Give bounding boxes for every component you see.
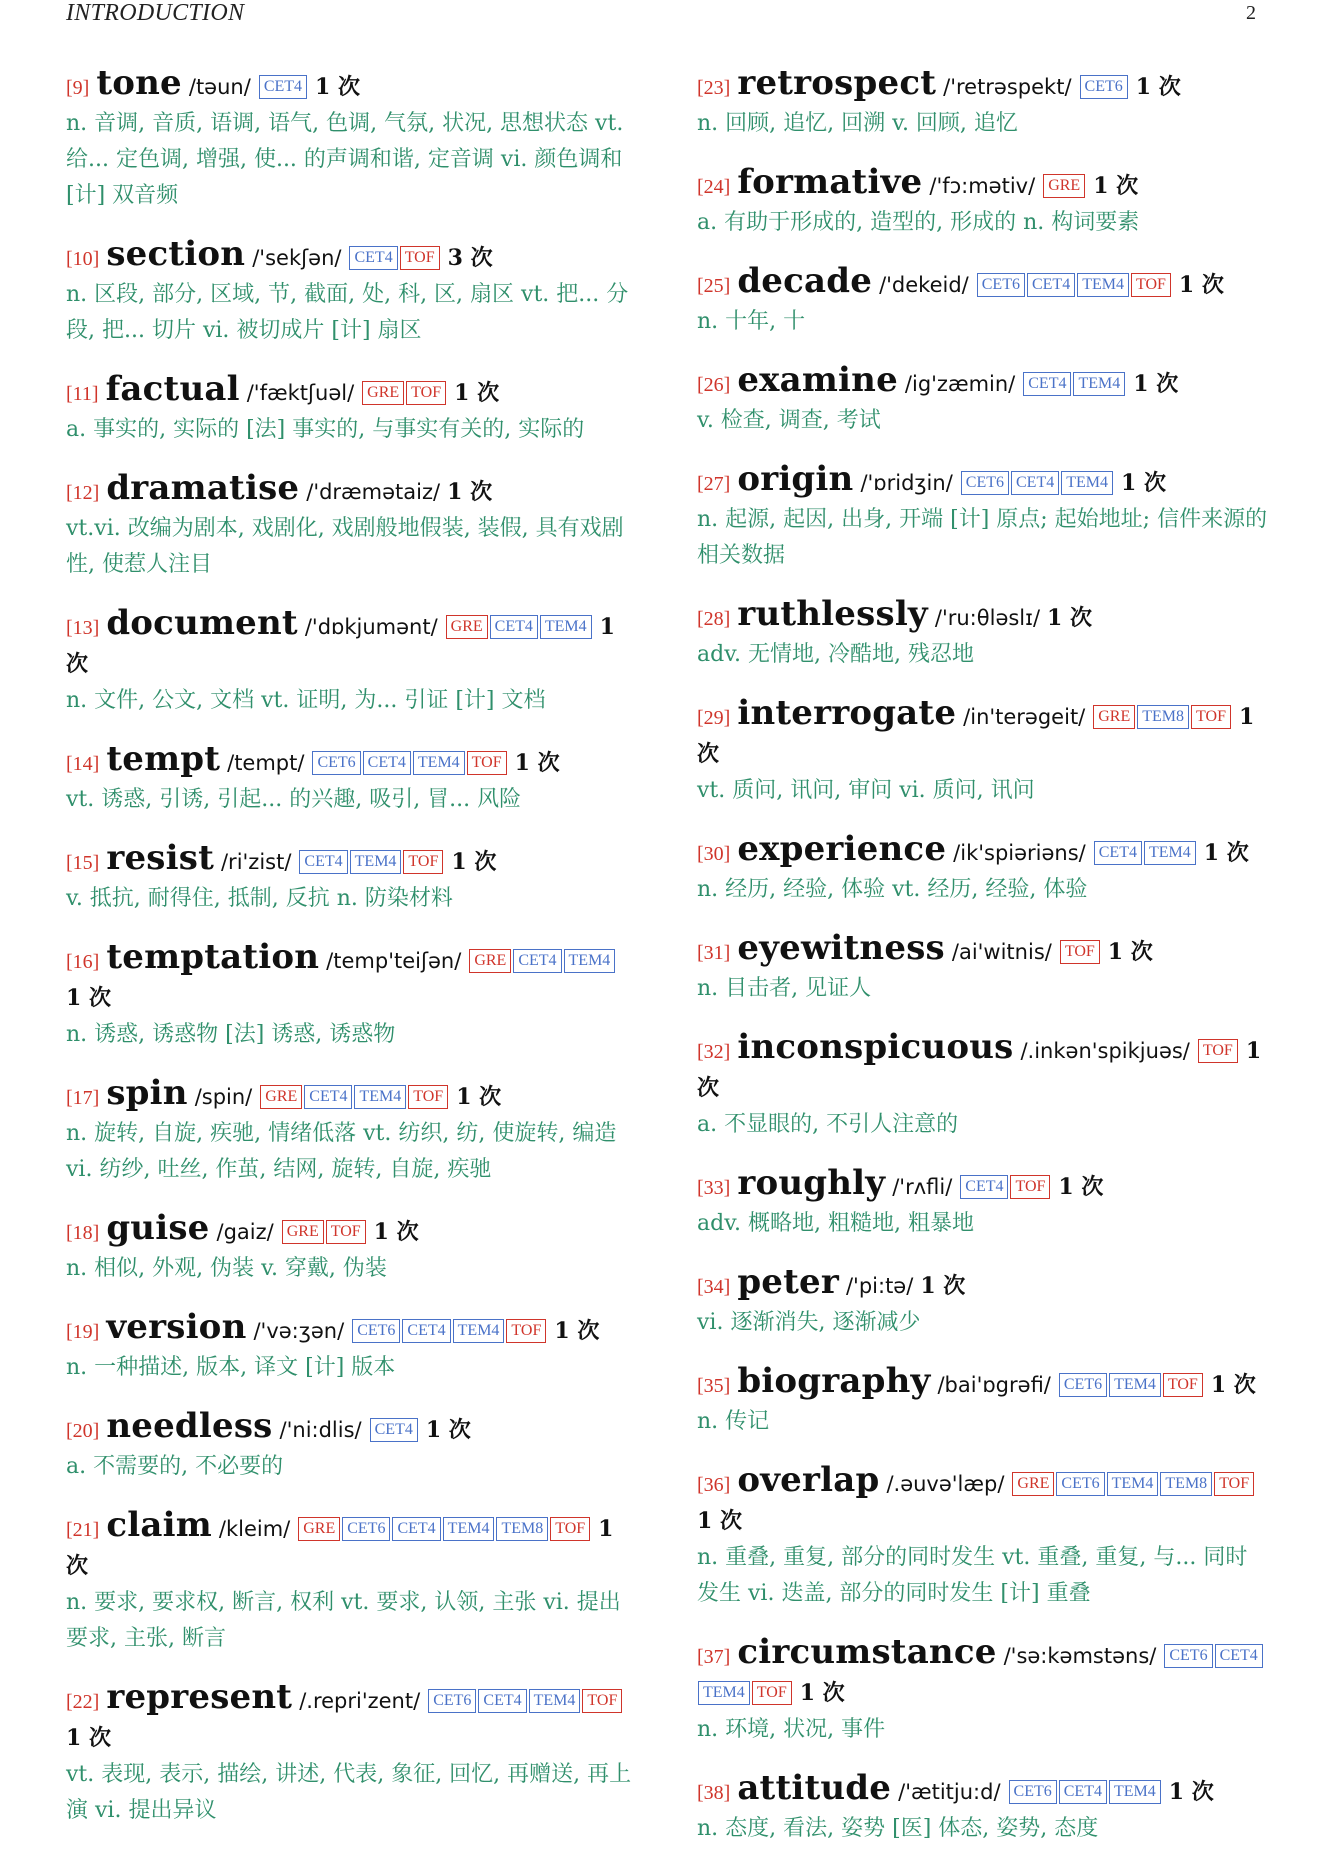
exam-tag: CET6 [1056, 1472, 1104, 1496]
headword: origin [737, 459, 854, 499]
entry-number: [25] [697, 275, 731, 297]
entry-number: [16] [66, 951, 100, 973]
entry-head [697, 930, 1269, 971]
exam-tag: TOF [1010, 1175, 1050, 1199]
headword: section [106, 234, 246, 274]
headword: temptation [106, 937, 320, 977]
exam-tag: CET6 [977, 273, 1025, 297]
frequency-count: 1 次 [1135, 74, 1181, 100]
vocab-entry [66, 1309, 638, 1386]
exam-tag: TEM4 [413, 751, 465, 775]
exam-tag: TOF [326, 1220, 366, 1244]
exam-tag: CET6 [1059, 1373, 1107, 1397]
headword: retrospect [737, 63, 937, 103]
entry-head [66, 939, 638, 1017]
headword: tone [96, 63, 182, 103]
exam-tag: CET6 [1080, 75, 1128, 99]
entry-number: [11] [66, 383, 99, 405]
entry-number: [36] [697, 1474, 731, 1496]
entry-number: [35] [697, 1375, 731, 1397]
entry-head [66, 1075, 638, 1116]
exam-tag: CET4 [299, 850, 347, 874]
pronunciation: /ri'zist/ [220, 850, 292, 874]
exam-tag: TEM4 [1107, 1472, 1159, 1496]
definition: n. 回顾, 追忆, 回溯 v. 回顾, 追忆 [697, 111, 1018, 136]
entry-head [66, 1679, 638, 1757]
entry-number: [17] [66, 1087, 100, 1109]
entry-number: [27] [697, 473, 731, 495]
frequency-count: 1 次 [1133, 371, 1179, 397]
exam-tag: TOF [1131, 273, 1171, 297]
definition: n. 要求, 要求权, 断言, 权利 vt. 要求, 认领, 主张 vi. 提出要求, 主张, 断言 [66, 1590, 621, 1651]
pronunciation: /temp'teiʃən/ [326, 949, 462, 973]
vocab-entry [66, 470, 638, 583]
frequency-count: 1 次 [920, 1273, 966, 1299]
frequency-count: 1 次 [1178, 272, 1224, 298]
entry-number: [13] [66, 617, 100, 639]
frequency-count: 1 次 [1168, 1779, 1214, 1805]
exam-tag: CET6 [342, 1517, 390, 1541]
entry-head [697, 695, 1269, 773]
exam-tag: GRE [282, 1220, 324, 1244]
headword: version [106, 1307, 247, 1347]
headword: claim [106, 1505, 212, 1545]
exam-tag: TEM4 [564, 949, 616, 973]
exam-tag: CET4 [513, 949, 561, 973]
pronunciation: /'ætitju:d/ [898, 1780, 1001, 1804]
vocab-entry [66, 65, 638, 214]
entry-head [697, 1770, 1269, 1811]
frequency-count: 1 次 [799, 1680, 845, 1706]
exam-tag: CET6 [428, 1689, 476, 1713]
vocab-entry [66, 939, 638, 1053]
exam-tag: TOF [550, 1517, 590, 1541]
definition: a. 事实的, 实际的 [法] 事实的, 与事实有关的, 实际的 [66, 417, 585, 442]
entry-head [697, 461, 1269, 502]
exam-tag: CET6 [352, 1319, 400, 1343]
vocab-entry [697, 930, 1269, 1007]
pronunciation: /tempt/ [227, 751, 305, 775]
exam-tag: CET4 [478, 1689, 526, 1713]
exam-tag: CET4 [370, 1418, 418, 1442]
exam-tag: CET4 [1011, 471, 1059, 495]
pronunciation: /'sekʃən/ [252, 246, 342, 270]
entry-number: [21] [66, 1519, 100, 1541]
vocab-entry [697, 596, 1269, 673]
pronunciation: /'dekeid/ [879, 273, 969, 297]
exam-tag: TOF [400, 246, 440, 270]
pronunciation: /bai'ɒgrəfi/ [937, 1373, 1051, 1397]
vocab-entry [697, 362, 1269, 439]
vocab-entry [66, 1507, 638, 1657]
exam-tag: TEM4 [350, 850, 402, 874]
definition: v. 抵抗, 耐得住, 抵制, 反抗 n. 防染材料 [66, 886, 453, 911]
exam-tag: CET6 [1164, 1644, 1212, 1668]
frequency-count: 1 次 [66, 1725, 111, 1751]
exam-tag: TOF [467, 751, 507, 775]
pronunciation: /gaiz/ [216, 1220, 274, 1244]
frequency-count: 1 次 [1047, 605, 1092, 631]
entry-number: [9] [66, 77, 90, 99]
page-header [66, 0, 1256, 30]
exam-tag: TEM4 [453, 1319, 505, 1343]
headword: dramatise [106, 468, 300, 508]
exam-tag: TEM4 [1109, 1780, 1161, 1804]
exam-tag: TEM4 [443, 1517, 495, 1541]
headword: decade [737, 261, 873, 301]
entry-number: [30] [697, 843, 731, 865]
entry-head [66, 1507, 638, 1585]
definition: n. 旋转, 自旋, 疾驰, 情绪低落 vt. 纺织, 纺, 使旋转, 编造 vi. 纺纱, 吐丝, 作茧, 结网, 旋转, 自旋, 疾驰 [66, 1121, 617, 1182]
vocab-entry [66, 1408, 638, 1485]
definition: vi. 逐渐消失, 逐渐减少 [697, 1310, 921, 1335]
entry-head [66, 470, 638, 511]
exam-tag: TOF [1163, 1373, 1203, 1397]
pronunciation: /'dɒkjumənt/ [304, 615, 438, 639]
exam-tag: CET4 [259, 75, 307, 99]
definition: n. 诱惑, 诱惑物 [法] 诱惑, 诱惑物 [66, 1022, 396, 1047]
frequency-count: 1 次 [451, 849, 497, 875]
headword: resist [106, 838, 214, 878]
vocab-entry [697, 1462, 1269, 1612]
exam-tag: TOF [1060, 940, 1100, 964]
headword: experience [737, 829, 947, 869]
definition: n. 经历, 经验, 体验 vt. 经历, 经验, 体验 [697, 877, 1088, 902]
frequency-count: 1 次 [1107, 939, 1153, 965]
definition: vt. 表现, 表示, 描绘, 讲述, 代表, 象征, 回忆, 再赠送, 再上演 vi. 提出异议 [66, 1762, 632, 1823]
pronunciation: /'pi:tə/ [845, 1274, 914, 1298]
entry-head [697, 1634, 1269, 1712]
frequency-count: 1 次 [447, 479, 493, 505]
frequency-count: 1 次 [554, 1318, 600, 1344]
vocab-entry [66, 1210, 638, 1287]
frequency-count: 1 次 [66, 614, 615, 677]
frequency-count: 1 次 [315, 74, 360, 100]
vocab-entry [697, 1770, 1269, 1847]
definition: a. 不显眼的, 不引人注意的 [697, 1112, 959, 1137]
pronunciation: /.repri'zent/ [299, 1689, 421, 1713]
exam-tag: CET4 [960, 1175, 1008, 1199]
exam-tag: TEM4 [1073, 372, 1125, 396]
frequency-count: 1 次 [697, 1508, 742, 1534]
exam-tag: GRE [1093, 705, 1135, 729]
vocab-entry [697, 461, 1269, 574]
entry-head [66, 65, 638, 106]
entry-number: [34] [697, 1276, 731, 1298]
frequency-count: 1 次 [697, 704, 1255, 767]
exam-tag: CET6 [312, 751, 360, 775]
definition: v. 检查, 调查, 考试 [697, 408, 881, 433]
exam-tag: TEM4 [1144, 841, 1196, 865]
pronunciation: /ik'spiəriəns/ [953, 841, 1086, 865]
definition: n. 起源, 起因, 出身, 开端 [计] 原点; 起始地址; 信件来源的相关数据 [697, 507, 1268, 568]
entry-number: [19] [66, 1321, 100, 1343]
pronunciation: /'retrəspekt/ [943, 75, 1072, 99]
entry-number: [26] [697, 374, 731, 396]
exam-tag: TEM4 [1077, 273, 1129, 297]
entry-head [66, 605, 638, 683]
vocab-entry [697, 1634, 1269, 1748]
pronunciation: /'fæktʃuəl/ [246, 381, 355, 405]
frequency-count: 1 次 [66, 1516, 614, 1579]
entry-head [697, 596, 1269, 637]
vocab-entry [697, 1264, 1269, 1341]
entry-head [697, 1029, 1269, 1107]
headword: examine [737, 360, 898, 400]
pronunciation: /'rʌfli/ [892, 1175, 953, 1199]
exam-tag: CET4 [1094, 841, 1142, 865]
exam-tag: TEM4 [540, 615, 592, 639]
definition: vt.vi. 改编为剧本, 戏剧化, 戏剧般地假装, 装假, 具有戏剧性, 使惹人注目 [66, 516, 624, 577]
entry-number: [31] [697, 942, 731, 964]
vocab-entry [66, 1679, 638, 1829]
headword: ruthlessly [737, 594, 928, 634]
headword: document [106, 603, 298, 643]
exam-tag: CET4 [1215, 1644, 1263, 1668]
definition: vt. 质问, 讯问, 审问 vi. 质问, 讯问 [697, 778, 1035, 803]
frequency-count: 1 次 [514, 750, 560, 776]
exam-tag: CET4 [490, 615, 538, 639]
exam-tag: CET4 [402, 1319, 450, 1343]
pronunciation: /in'terəgeit/ [963, 705, 1086, 729]
headword: interrogate [737, 693, 957, 733]
exam-tag: TEM8 [1160, 1472, 1212, 1496]
entry-head [66, 371, 638, 412]
exam-tag: CET4 [392, 1517, 440, 1541]
headword: spin [106, 1073, 188, 1113]
headword: inconspicuous [737, 1027, 1014, 1067]
definition: n. 十年, 十 [697, 309, 806, 334]
pronunciation: /'ru:θləslɪ/ [934, 606, 1041, 630]
entry-head [66, 236, 638, 277]
frequency-count: 1 次 [1210, 1372, 1256, 1398]
vocab-entry [697, 831, 1269, 908]
exam-tag: TEM4 [698, 1681, 750, 1705]
exam-tag: GRE [362, 381, 404, 405]
definition: n. 重叠, 重复, 部分的同时发生 vt. 重叠, 重复, 与... 同时发生 vi. 迭盖, 部分的同时发生 [计] 重叠 [697, 1545, 1248, 1606]
exam-tag: TOF [403, 850, 443, 874]
entry-head [66, 741, 638, 782]
entry-number: [29] [697, 707, 731, 729]
entry-head [697, 263, 1269, 304]
exam-tag: CET4 [1059, 1780, 1107, 1804]
entry-head [697, 831, 1269, 872]
vocab-entry [66, 840, 638, 917]
frequency-count: 1 次 [1203, 840, 1249, 866]
definition: n. 传记 [697, 1409, 770, 1434]
definition: n. 音调, 音质, 语调, 语气, 色调, 气氛, 状况, 思想状态 vt. 给... 定色调, 增强, 使... 的声调和谐, 定音调 vi. 颜色调和 [计] 双音频 [66, 111, 624, 208]
entry-number: [22] [66, 1691, 100, 1713]
vocab-entry [66, 605, 638, 719]
vocab-entry [697, 263, 1269, 340]
exam-tag: CET4 [1023, 372, 1071, 396]
exam-tag: TOF [582, 1689, 622, 1713]
pronunciation: /'dræmətaiz/ [306, 480, 441, 504]
frequency-count: 1 次 [66, 985, 111, 1011]
frequency-count: 1 次 [456, 1084, 502, 1110]
headword: tempt [106, 739, 221, 779]
headword: eyewitness [737, 928, 945, 968]
headword: circumstance [737, 1632, 997, 1672]
exam-tag: CET6 [1009, 1780, 1057, 1804]
definition: n. 目击者, 见证人 [697, 976, 872, 1001]
vocab-entry [66, 1075, 638, 1188]
exam-tag: GRE [446, 615, 488, 639]
vocab-entry [697, 164, 1269, 241]
entry-head [66, 1210, 638, 1251]
pronunciation: /ig'zæmin/ [904, 372, 1016, 396]
definition: adv. 概略地, 粗糙地, 粗暴地 [697, 1211, 974, 1236]
headword: formative [737, 162, 923, 202]
entry-head [66, 1408, 638, 1449]
pronunciation: /'ɒridʒin/ [860, 471, 953, 495]
exam-tag: TOF [408, 1085, 448, 1109]
pronunciation: /'ni:dlis/ [279, 1418, 362, 1442]
entry-head [66, 840, 638, 881]
exam-tag: TEM8 [496, 1517, 548, 1541]
frequency-count: 1 次 [1121, 470, 1166, 496]
exam-tag: TEM4 [354, 1085, 406, 1109]
vocab-entry [66, 236, 638, 349]
definition: n. 区段, 部分, 区域, 节, 截面, 处, 科, 区, 扇区 vt. 把... 分段, 把... 切片 vi. 被切成片 [计] 扇区 [66, 282, 629, 343]
vocab-entry [697, 695, 1269, 809]
pronunciation: /.əuvə'læp/ [886, 1472, 1005, 1496]
headword: guise [106, 1208, 210, 1248]
entry-head [697, 1462, 1269, 1540]
entry-number: [37] [697, 1646, 731, 1668]
entry-number: [32] [697, 1041, 731, 1063]
definition: a. 有助于形成的, 造型的, 形成的 n. 构词要素 [697, 210, 1140, 235]
entry-head [697, 65, 1269, 106]
frequency-count: 1 次 [373, 1219, 419, 1245]
vocab-entry [697, 1165, 1269, 1242]
frequency-count: 1 次 [1058, 1174, 1104, 1200]
entry-number: [20] [66, 1420, 100, 1442]
entry-head [66, 1309, 638, 1350]
exam-tag: TEM8 [1137, 705, 1189, 729]
entry-number: [15] [66, 852, 100, 874]
frequency-count: 1 次 [1093, 173, 1139, 199]
frequency-count: 3 次 [447, 245, 493, 271]
exam-tag: GRE [298, 1517, 340, 1541]
vocab-entry [697, 65, 1269, 142]
headword: attitude [737, 1768, 892, 1808]
definition: vt. 诱惑, 引诱, 引起... 的兴趣, 吸引, 冒... 风险 [66, 787, 522, 812]
entry-head [697, 362, 1269, 403]
exam-tag: TEM4 [1109, 1373, 1161, 1397]
vocab-entry [697, 1363, 1269, 1440]
definition: n. 文件, 公文, 文档 vt. 证明, 为... 引证 [计] 文档 [66, 688, 546, 713]
entry-number: [28] [697, 608, 731, 630]
headword: overlap [737, 1460, 880, 1500]
exam-tag: TEM4 [529, 1689, 581, 1713]
exam-tag: TOF [406, 381, 446, 405]
pronunciation: /.inkən'spikjuəs/ [1020, 1039, 1190, 1063]
headword: peter [737, 1262, 839, 1302]
frequency-count: 1 次 [697, 1038, 1262, 1101]
exam-tag: CET4 [1027, 273, 1075, 297]
page-number: 2 [1246, 2, 1256, 24]
exam-tag: CET4 [304, 1085, 352, 1109]
right-column [697, 65, 1269, 1869]
exam-tag: GRE [469, 949, 511, 973]
frequency-count: 1 次 [454, 380, 500, 406]
entry-number: [24] [697, 176, 731, 198]
entry-head [697, 164, 1269, 205]
definition: n. 相似, 外观, 伪装 v. 穿戴, 伪装 [66, 1256, 387, 1281]
exam-tag: TEM4 [1061, 471, 1113, 495]
definition: adv. 无情地, 冷酷地, 残忍地 [697, 642, 974, 667]
exam-tag: TOF [1191, 705, 1231, 729]
exam-tag: CET4 [349, 246, 397, 270]
exam-tag: GRE [1043, 174, 1085, 198]
pronunciation: /kleim/ [218, 1517, 291, 1541]
pronunciation: /'sə:kəmstəns/ [1003, 1644, 1157, 1668]
definition: n. 环境, 状况, 事件 [697, 1717, 886, 1742]
definition: a. 不需要的, 不必要的 [66, 1454, 284, 1479]
entry-number: [18] [66, 1222, 100, 1244]
headword: represent [106, 1677, 293, 1717]
headword: roughly [737, 1163, 886, 1203]
entry-head [697, 1264, 1269, 1305]
pronunciation: /spin/ [194, 1085, 253, 1109]
vocab-entry [697, 1029, 1269, 1143]
exam-tag: CET6 [961, 471, 1009, 495]
exam-tag: CET4 [363, 751, 411, 775]
pronunciation: /'fɔ:mətiv/ [929, 174, 1036, 198]
exam-tag: TOF [1198, 1039, 1238, 1063]
entry-number: [12] [66, 482, 100, 504]
headword: biography [737, 1361, 931, 1401]
entry-head [697, 1165, 1269, 1206]
vocab-entry [66, 741, 638, 818]
running-title: INTRODUCTION [66, 0, 245, 26]
entry-head [697, 1363, 1269, 1404]
pronunciation: /ai'witnis/ [951, 940, 1052, 964]
pronunciation: /'və:ʒən/ [253, 1319, 345, 1343]
entry-number: [23] [697, 77, 731, 99]
left-column [66, 65, 638, 1851]
exam-tag: GRE [1012, 1472, 1054, 1496]
entry-number: [10] [66, 248, 100, 270]
definition: n. 一种描述, 版本, 译文 [计] 版本 [66, 1355, 396, 1380]
exam-tag: TOF [1214, 1472, 1254, 1496]
entry-number: [38] [697, 1782, 731, 1804]
definition: n. 态度, 看法, 姿势 [医] 体态, 姿势, 态度 [697, 1816, 1099, 1841]
exam-tag: GRE [260, 1085, 302, 1109]
headword: needless [106, 1406, 273, 1446]
vocab-entry [66, 371, 638, 448]
entry-number: [14] [66, 753, 100, 775]
pronunciation: /təun/ [188, 75, 251, 99]
frequency-count: 1 次 [425, 1417, 471, 1443]
exam-tag: TOF [506, 1319, 546, 1343]
headword: factual [105, 369, 240, 409]
exam-tag: TOF [752, 1681, 792, 1705]
entry-number: [33] [697, 1177, 731, 1199]
